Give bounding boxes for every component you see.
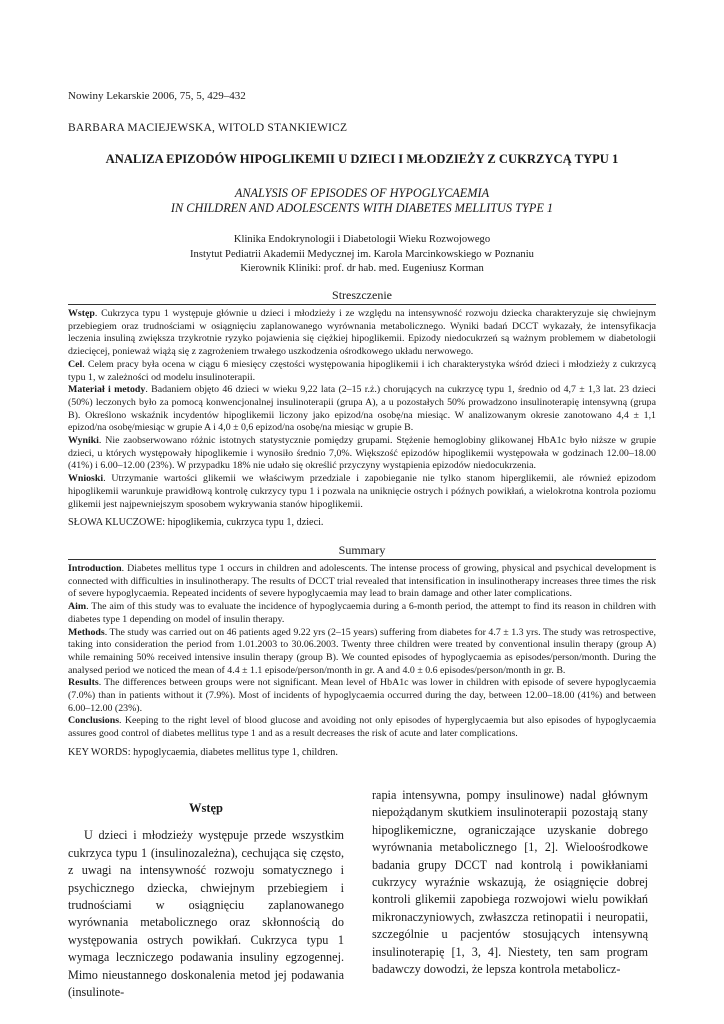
streszczenie-cel-label: Cel xyxy=(68,358,83,370)
affiliation xyxy=(40,233,684,277)
summary-introduction-label: Introduction xyxy=(68,563,122,574)
journal-reference: Nowiny Lekarskie 2006, 75, 5, 429–432 xyxy=(68,90,246,102)
summary-results-text: . The differences between groups were not significant. Mean level of HbA1c was lower in children with episode of severe hypoglycaemia (7.0%) than in patients without it (7.9%). Most of incidents of hypoglycaemia occurred during the day, between 12.00–18.00 (41%) and between 6.00–12.00 (23%). xyxy=(68,677,656,714)
streszczenie-material-label: Materiał i metody xyxy=(68,384,146,396)
title-english xyxy=(40,186,684,216)
body-column-right xyxy=(372,787,648,978)
summary-aim xyxy=(68,601,656,626)
summary-heading: Summary xyxy=(338,543,386,557)
streszczenie-wnioski xyxy=(68,473,656,511)
title-english-line-2: IN CHILDREN AND ADOLESCENTS WITH DIABETES MELLITUS TYPE 1 xyxy=(170,201,554,215)
streszczenie-body xyxy=(68,308,656,511)
streszczenie-wstep-text: . Cukrzyca typu 1 występuje głównie u dzieci i młodzieży i ze względu na intensywność rozwoju dziecka charakteryzuje się chwiejnym przebiegiem oraz trudnościami w osiągnięciu zaplanowanego wyrównania metabolicznego. Wyniki badań DCCT wykazały, że intensyfikacja leczenia insuliną zwiększa trzykrotnie ryzyko pojawienia się ciężkiej hipoglikemii. Epizody niedocukrzeń są ważnym problemem w diabetologii dziecięcej, ponieważ wiążą się z zagrożeniem trwałego uszkodzenia ośrodkowego układu nerwowego. xyxy=(68,308,656,358)
streszczenie-wnioski-label: Wnioski xyxy=(68,473,104,485)
summary-methods-label: Methods xyxy=(68,626,105,638)
body-paragraph-right: rapia intensywna, pompy insulinowe) nadal głównym niepożądanym skutkiem insulinoterapii pozostają stany hipoglikemiczne, ograniczające uzyskanie dobrego wyrównania metabolicznego [1, 2]. Wieloośrodkowe badania grupy DCCT nad kontrolą i powikłaniami cukrzycy wyraźnie wskazują, że osiągnięcie dobrej kontroli glikemii zapobiega rozwojowi wielu powikłań mikronaczyniowych, zwłaszcza retinopatii i neuropatii, szczególnie u pacjentów stosujących intensywną insulinoterapię [1, 3, 4]. Niestety, ten sam program badawczy dowodzi, że lepsza kontrola metabolicz- xyxy=(372,788,648,977)
summary-results xyxy=(68,677,656,715)
summary-divider xyxy=(68,559,656,560)
streszczenie-cel-text: . Celem pracy była ocena w ciągu 6 miesięcy częstości występowania hipoglikemii i ich charakterystyka wśród dzieci i młodzieży z cukrzycą typu 1, w zależności od modelu insulinoterapii. xyxy=(68,358,656,383)
body-column-left xyxy=(68,800,344,1001)
streszczenie-divider xyxy=(68,304,656,305)
streszczenie-wnioski-text: . Utrzymanie wartości glikemii we właściwym przedziale i zapobieganie nie tylko stanom hiperglikemii, ale również epizodom hipoglikemii warunkuje prawidłową kontrolę cukrzycy typu 1 i pozwala na uniknięcie ostrych i późnych powikłań, a wielokrotna kontrola poziomu glikemii jest najpewniejszym sposobem wykrywania stanów hipoglikemii. xyxy=(68,473,656,510)
streszczenie-cel xyxy=(68,359,656,384)
keywords-polish: SŁOWA KLUCZOWE: hipoglikemia, cukrzyca typu 1, dzieci. xyxy=(68,517,324,528)
summary-conclusions xyxy=(68,715,656,740)
streszczenie-heading: Streszczenie xyxy=(332,288,392,302)
summary-introduction-text: . Diabetes mellitus type 1 occurs in children and adolescents. The intense process of growing, physical and psychical development is connected with difficulties in insulinotherapy. The results of DCCT trial revealed that intensification in insulinotherapy increases three times the risk of severe hypoglycaemia. Repeated incidents of severe hypoglycaemia may lead to brain damage and other later complications. xyxy=(68,563,656,600)
streszczenie-wyniki-text: . Nie zaobserwowano różnic istotnych statystycznie pomiędzy grupami. Stężenie hemoglobiny glikowanej HbA1c było niższe w grupie dzieci, u których występowały hipoglikemie i wynosiło średnio 7,0%. Większość epizodów hipoglikemii występowała w godzinach 12.00–18.00 (41%) i 6.00–12.00 (23%). W przypadku 18% nie udało się określić przyczyny wystąpienia epizodów niedocukrzenia. xyxy=(68,435,656,472)
streszczenie-wstep xyxy=(68,308,656,359)
streszczenie-material xyxy=(68,384,656,435)
streszczenie-wstep-label: Wstęp xyxy=(68,308,95,319)
summary-methods-text: . The study was carried out on 46 patients aged 9.22 yrs (2–15 years) suffering from diabetes for 4.7 ± 1.3 yrs. The study was retrospective, taking into consideration the period from 1.01.2003 to 30.06.2003. Twenty three children were treated by conventional insulin therapy (group A) while remaining 50% received intensive insulin therapy (group B). We counted episodes of hypoglycaemia as episodes/person/month. During the analysed period we noticed the mean of 4.4 ± 1.1 episode/person/month in gr. A and 4.0 ± 0.6 episodes/person/month in gr. B. xyxy=(68,626,656,676)
body-paragraph-left: U dzieci i młodzieży występuje przede wszystkim cukrzyca typu 1 (insulinozależna), cechująca się często, z uwagi na intensywność rozwoju somatycznego i psychicznego dziecka, chwiejnym przebiegiem i trudnościami w osiągnięciu zaplanowanego wyrównania metabolicznego oraz skłonnością do występowania ostrych powikłań. Cukrzyca typu 1 wymaga leczniczego podawania insuliny egzogennej. Mimo nieustannego doskonalenia metod jej podawania (insulinote- xyxy=(68,828,344,1000)
title-english-line-1: ANALYSIS OF EPISODES OF HYPOGLYCAEMIA xyxy=(234,186,490,200)
keywords-english: KEY WORDS: hypoglycaemia, diabetes mellitus type 1, children. xyxy=(68,747,338,758)
summary-conclusions-label: Conclusions xyxy=(68,715,120,727)
section-heading-wstep: Wstęp xyxy=(188,801,224,815)
affiliation-line-2: Instytut Pediatrii Akademii Medycznej im. Karola Marcinkowskiego w Poznaniu xyxy=(190,248,534,260)
summary-introduction xyxy=(68,563,656,601)
summary-conclusions-text: . Keeping to the right level of blood glucose and avoiding not only episodes of hyperglycaemia but also episodes of hypoglycaemia assures good control of diabetes mellitus type 1 and as a result decreases the risk of acute and later complications. xyxy=(68,715,656,740)
affiliation-line-1: Klinika Endokrynologii i Diabetologii Wieku Rozwojowego xyxy=(233,234,491,245)
summary-body xyxy=(68,563,656,741)
streszczenie-wyniki xyxy=(68,435,656,473)
summary-methods xyxy=(68,627,656,678)
summary-results-label: Results xyxy=(68,677,99,689)
author-list: BARBARA MACIEJEWSKA, WITOLD STANKIEWICZ xyxy=(68,122,348,134)
summary-aim-label: Aim xyxy=(68,601,87,613)
affiliation-line-3: Kierownik Kliniki: prof. dr hab. med. Eugeniusz Korman xyxy=(240,263,484,274)
title-polish: ANALIZA EPIZODÓW HIPOGLIKEMII U DZIECI I MŁODZIEŻY Z CUKRZYCĄ TYPU 1 xyxy=(105,152,619,166)
summary-aim-text: . The aim of this study was to evaluate the incidence of hypoglycaemia during a 6-month period, the attempt to find its reason in children with diabetes type 1 depending on model of insulin therapy. xyxy=(68,601,656,625)
streszczenie-material-text: . Badaniem objęto 46 dzieci w wieku 9,22 lata (2–15 r.ż.) chorujących na cukrzycę typu 1, średnio od 4,7 ± 1,3 lat. 23 dzieci (50%) leczonych było za pomocą konwencjonalnej insulinoterapii (grupa A), a u pozostałych 50% prowadzono insulinoterapię intensywną (grupa B). Określono wskaźnik incydentów hipoglikemii liczony jako epizod/na osobę/na miesiąc. W analizowanym okresie zanotowano 4,4 ± 1,1 epizod/na osobę/miesiąc w grupie A i 4,0 ± 0,6 epizod/na osobę/na miesiąc w grupie B. xyxy=(68,384,656,434)
streszczenie-wyniki-label: Wyniki xyxy=(68,435,99,447)
